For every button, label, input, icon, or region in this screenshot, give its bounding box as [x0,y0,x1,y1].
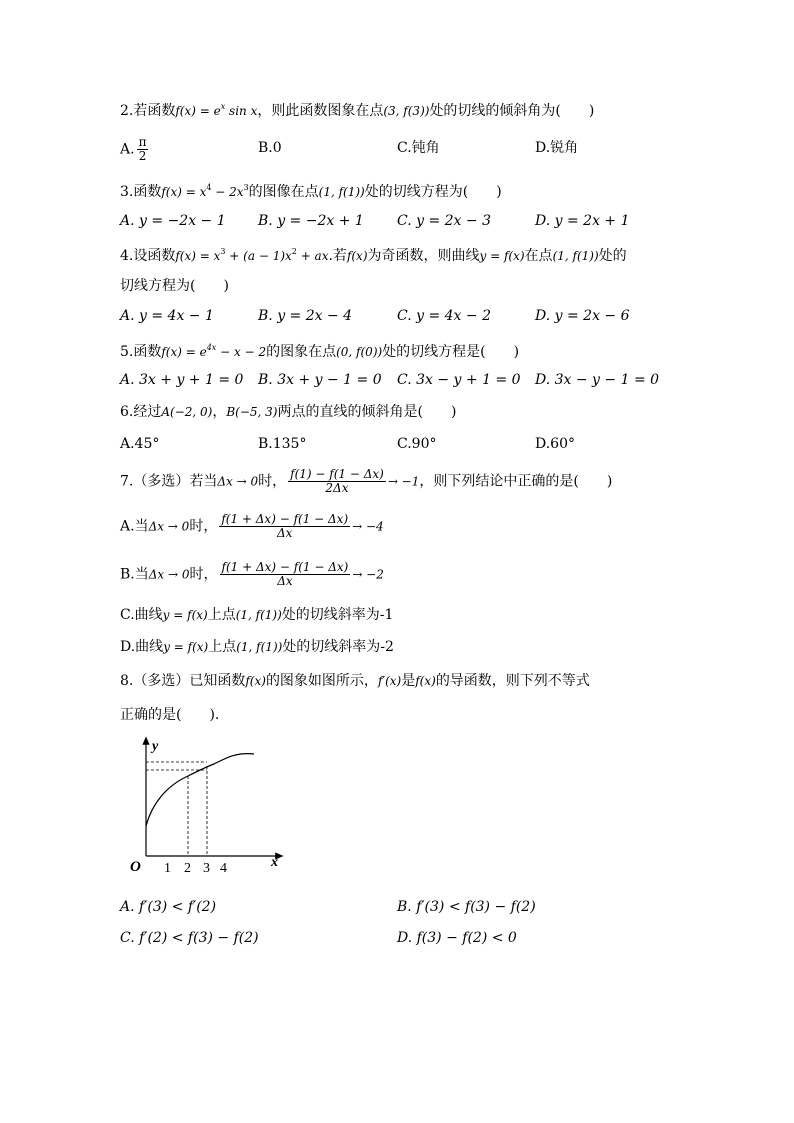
q7-option-a-fraction [219,513,350,540]
q5-point: (0, f(0)) [336,345,383,359]
q4-option-c: C. y = 4x − 2 [397,308,491,324]
q6-stem-b: 两点的直线的倾斜角是( ) [277,404,457,420]
q8-option-d: D. f(3) − f(2) < 0 [397,930,517,946]
tick-label-1: 1 [164,861,171,874]
q4-stem-e: 处的 [598,248,627,264]
q2-option-c: C.钝角 [397,140,440,156]
function-curve [146,754,254,826]
q6-separator: ， [212,404,227,420]
q3-option-c: C. y = 2x − 3 [397,213,491,229]
q8-fx: f(x) [245,674,266,688]
q7-option-b-num: f(1 + Δx) − f(1 − Δx) [221,560,349,574]
q2-option-a [120,136,150,163]
q5-func: f(x) = e [161,345,207,359]
q5-stem-c: 处的切线方程是( ) [382,344,520,360]
q2-stem-c: 处的切线的倾斜角为( ) [429,103,595,119]
q2-option-a-num: π [138,135,147,149]
q4-stem-a: 4.设函数 [120,248,176,264]
q2-stem [120,98,594,120]
q7-option-c [120,606,393,624]
q3-sup2: 3 [243,183,249,192]
q4-stem-line2: 切线方程为( ) [120,278,229,294]
q8-stem-c: 是 [401,673,416,689]
q7-cond: Δx → 0 [217,474,259,489]
q7-option-d-mid: 上点 [208,639,237,655]
q7-option-d-curve: y = f(x) [163,640,209,654]
q8-option-b: B. f′(3) < f(3) − f(2) [397,899,536,915]
q7-option-b [120,561,384,588]
q7-option-b-cond: Δx → 0 [148,567,190,582]
q3-sup1: 4 [206,183,212,192]
q3-option-a: A. y = −2x − 1 [120,213,226,229]
q7-option-a [120,513,384,540]
q4-stem [120,243,627,265]
q2-func: f(x) = e [175,104,221,118]
q8-function-graph [118,734,288,874]
q7-option-a-pre: A.当 [120,518,149,535]
q4-point: (1, f(1)) [552,249,599,263]
q4-tail: + ax [296,249,329,263]
tick-label-3: 3 [203,861,210,874]
q5-stem [120,339,519,361]
q2-func-tail: sin x [225,104,258,118]
q6-option-c: C.90° [397,436,437,452]
q3-func: f(x) = x [161,185,207,199]
q4-mid: + (a − 1)x [225,249,292,263]
q7-stem [120,468,612,495]
q3-point: (1, f(1)) [318,185,365,199]
q7-stem-c: ，则下列结论中正确的是( ) [419,473,613,490]
q4-stem-c: 为奇函数，则曲线 [367,248,480,264]
q2-option-a-label: A. [120,141,135,158]
q5-option-a: A. 3x + y + 1 = 0 [120,372,244,388]
q7-option-d-pre: D.曲线 [120,639,164,655]
q7-option-b-mid: 时， [189,566,218,583]
q7-arrow: → −1 [387,474,420,489]
q7-option-b-den: Δx [277,574,293,588]
q5-func-tail: − x − 2 [216,345,267,359]
q7-fraction-num: f(1) − f(1 − Δx) [290,467,384,481]
q7-option-b-pre: B.当 [120,566,149,583]
q7-option-d-point: (1, f(1)) [236,640,283,654]
q6-option-a: A.45° [120,436,160,452]
q4-option-a: A. y = 4x − 1 [120,308,214,324]
q4-option-d: D. y = 2x − 6 [535,308,630,324]
q8-fpx: f′(x) [377,674,402,688]
q6-point-b: B(−5, 3) [226,405,278,419]
q7-option-a-mid: 时， [189,518,218,535]
q5-func-sup: 4x [206,343,217,352]
q5-option-c: C. 3x − y + 1 = 0 [397,372,521,388]
q2-stem-a: 2.若函数 [120,103,176,119]
q7-option-b-arrow: → −2 [352,567,384,582]
q7-option-c-mid: 上点 [207,607,236,623]
q2-option-a-den: 2 [138,149,147,163]
q4-option-b: B. y = 2x − 4 [258,308,353,324]
q8-option-a: A. f′(3) < f′(2) [120,899,217,915]
q8-stem-d: 的导函数，则下列不等式 [435,673,590,689]
q6-option-b: B.135° [258,436,307,452]
q7-option-a-arrow: → −4 [352,519,384,534]
q7-fraction-den: 2Δx [325,481,349,495]
q7-option-d [120,638,394,656]
q5-option-b: B. 3x + y − 1 = 0 [258,372,382,388]
q7-option-c-tail: 处的切线斜率为-1 [281,607,394,623]
q4-stem-b: .若 [328,248,347,264]
q7-option-a-num: f(1 + Δx) − f(1 − Δx) [221,512,349,526]
q5-stem-a: 5.函数 [120,344,162,360]
q3-stem [120,179,502,201]
q4-curve: y = f(x) [479,249,525,263]
q7-stem-b: 时， [258,473,287,490]
q6-option-d: D.60° [535,436,575,452]
q7-stem-a: 7.（多选）若当 [120,473,218,490]
q5-stem-b: 的图象在点 [266,344,337,360]
q7-option-c-curve: y = f(x) [162,608,208,622]
q7-option-a-cond: Δx → 0 [148,519,190,534]
q6-stem-a: 6.经过 [120,404,162,420]
q4-func: f(x) = x [175,249,221,263]
q3-stem-c: 处的切线方程为( ) [364,184,502,200]
q7-option-c-pre: C.曲线 [120,607,163,623]
q8-option-c: C. f′(2) < f(3) − f(2) [120,930,259,946]
q7-option-d-tail: 处的切线斜率为-2 [282,639,394,655]
q5-option-d: D. 3x − y − 1 = 0 [535,372,660,388]
q3-stem-b: 的图像在点 [248,184,319,200]
q7-option-a-den: Δx [277,526,293,540]
q7-fraction [288,468,386,495]
q2-stem-b: ，则此函数图象在点 [257,103,384,119]
q8-stem-line2: 正确的是( ). [120,707,220,723]
q2-option-d: D.锐角 [535,140,579,156]
q7-option-b-fraction [220,561,351,588]
q3-mid: − 2x [211,185,244,199]
q2-option-b: B.0 [258,140,282,156]
origin-label: O [130,859,141,874]
q3-option-b: B. y = −2x + 1 [258,213,364,229]
q8-stem-b: 的图象如图所示， [265,673,378,689]
q8-stem [120,672,590,690]
q7-option-c-point: (1, f(1)) [235,608,282,622]
q6-stem [120,403,456,421]
x-axis-label: x [271,855,278,870]
q3-option-d: D. y = 2x + 1 [535,213,630,229]
q2-func-sup: x [220,102,226,111]
y-axis-label: y [152,739,159,754]
q2-point: (3, f(3)) [383,104,430,118]
q4-stem-d: 在点 [524,248,553,264]
q2-option-a-fraction [137,136,149,163]
q6-point-a: A(−2, 0) [161,405,213,419]
q8-stem-a: 8.（多选）已知函数 [120,673,246,689]
tick-label-4: 4 [220,861,227,874]
q4-sup1: 3 [220,247,226,256]
tick-label-2: 2 [184,861,191,874]
q8-fx2: f(x) [415,674,436,688]
q3-stem-a: 3.函数 [120,184,162,200]
q4-fx: f(x) [346,249,368,263]
q4-sup2: 2 [291,247,297,256]
